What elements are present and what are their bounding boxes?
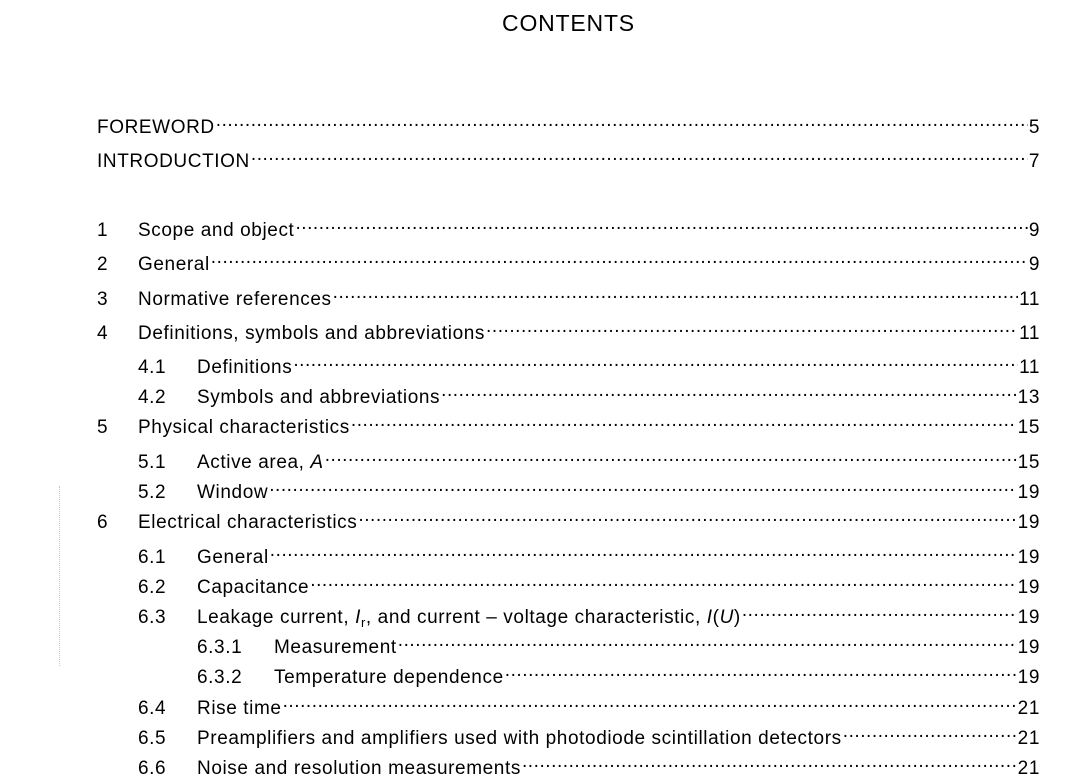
toc-entry-5-1[interactable] (138, 444, 1040, 473)
dot-leader (742, 599, 1017, 623)
toc-entry-5[interactable] (97, 409, 1040, 438)
toc-page-number: 11 (1019, 289, 1040, 310)
toc-label: FOREWORD (97, 117, 215, 138)
toc-entry-6-3-2[interactable] (197, 659, 1040, 688)
toc-section-number: 6.6 (138, 758, 167, 779)
dot-leader (216, 109, 1028, 133)
toc-entry-6-3[interactable] (138, 599, 1040, 630)
toc-entry-3[interactable] (97, 281, 1040, 310)
toc-page-number: 19 (1017, 547, 1040, 568)
toc-page-number: 21 (1017, 728, 1040, 749)
dot-leader (358, 504, 1016, 528)
toc-label: Rise time (197, 698, 282, 719)
toc-label-symbol: A (310, 452, 324, 473)
toc-page-number: 19 (1017, 637, 1040, 658)
toc-section-number: 6.4 (138, 698, 167, 719)
dot-leader (522, 750, 1017, 774)
toc-section-number: 6 (97, 512, 109, 533)
toc-label-text: Leakage current, (197, 607, 356, 628)
toc-section-number: 4.1 (138, 357, 167, 378)
dot-leader (251, 143, 1028, 167)
dot-leader (211, 246, 1028, 270)
toc-entry-4-2[interactable] (138, 379, 1040, 408)
toc-entry-4[interactable] (97, 315, 1040, 344)
toc-label-symbol: I (706, 607, 713, 628)
page-title: CONTENTS (502, 10, 635, 36)
toc-label: General (138, 254, 210, 275)
toc-entry-6-4[interactable] (138, 690, 1040, 719)
toc-label: Temperature dependence (274, 667, 504, 688)
dot-leader (505, 659, 1017, 683)
toc-label-subscript: r (360, 615, 366, 630)
toc-section-number: 5 (97, 417, 109, 438)
toc-entry-1[interactable] (97, 212, 1040, 241)
toc-label (197, 451, 324, 475)
dot-leader (310, 569, 1016, 593)
dot-leader (351, 409, 1017, 433)
toc-entry-6-5[interactable] (138, 720, 1040, 749)
toc-section-number: 6.3 (138, 607, 167, 628)
dot-leader (843, 720, 1017, 744)
toc-label: Capacitance (197, 577, 310, 598)
toc-label-paren: ) (733, 607, 741, 628)
toc-page-number: 7 (1028, 151, 1040, 172)
toc-page-number: 21 (1017, 758, 1040, 779)
toc-label: Definitions, symbols and abbreviations (138, 323, 486, 344)
toc-page-number: 19 (1017, 482, 1040, 503)
toc-page-number: 13 (1017, 387, 1040, 408)
toc-section-number: 6.3.2 (197, 667, 243, 688)
dot-leader (398, 629, 1017, 653)
toc-section-number: 1 (97, 220, 109, 241)
toc-entry-2[interactable] (97, 246, 1040, 275)
toc-label: General (197, 547, 269, 568)
toc-label: Physical characteristics (138, 417, 350, 438)
toc-label-text: Active area, (197, 452, 311, 473)
toc-entry-6-6[interactable] (138, 750, 1040, 779)
toc-page-number: 15 (1017, 452, 1040, 473)
toc-page-number: 19 (1017, 577, 1040, 598)
toc-label-text: , and current – voltage characteristic, (365, 607, 707, 628)
toc-label: INTRODUCTION (97, 151, 250, 172)
toc-page-number: 9 (1028, 254, 1040, 275)
toc-label-paren: ( (712, 607, 720, 628)
toc-section-number: 4.2 (138, 387, 167, 408)
toc-label: Preamplifiers and amplifiers used with photodiode scintillation detectors (197, 728, 842, 749)
toc-section-number: 4 (97, 323, 109, 344)
toc-page-number: 9 (1028, 220, 1040, 241)
dot-leader (283, 690, 1017, 714)
toc-label-symbol: I (355, 607, 361, 628)
toc-entry-6-2[interactable] (138, 569, 1040, 598)
toc-label: Symbols and abbreviations (197, 387, 441, 408)
toc-section-number: 5.2 (138, 482, 167, 503)
dot-leader (293, 349, 1018, 373)
toc-label: Noise and resolution measurements (197, 758, 521, 779)
toc-section-number: 6.5 (138, 728, 167, 749)
dot-leader (269, 474, 1016, 498)
toc-entry-foreword[interactable] (97, 109, 1040, 138)
dot-leader (486, 315, 1018, 339)
toc-page-number: 19 (1017, 667, 1040, 688)
toc-label: Normative references (138, 289, 332, 310)
dot-leader (441, 379, 1017, 403)
toc-section-number: 6.3.1 (197, 637, 243, 658)
toc-section-number: 2 (97, 254, 109, 275)
toc-entry-6-3-1[interactable] (197, 629, 1040, 658)
dot-leader (270, 539, 1017, 563)
toc-section-number: 6.2 (138, 577, 167, 598)
dot-leader (295, 212, 1027, 236)
toc-entry-6[interactable] (97, 504, 1040, 533)
toc-page-number: 21 (1017, 698, 1040, 719)
toc-label: Definitions (197, 357, 293, 378)
toc-section-number: 6.1 (138, 547, 167, 568)
toc-section-number: 3 (97, 289, 109, 310)
toc-label (197, 606, 741, 630)
toc-page-number: 19 (1017, 607, 1040, 628)
toc-page-number: 19 (1017, 512, 1040, 533)
toc-entry-4-1[interactable] (138, 349, 1040, 378)
toc-entry-5-2[interactable] (138, 474, 1040, 503)
dot-leader (325, 444, 1017, 468)
dot-leader (333, 281, 1018, 305)
toc-entry-6-1[interactable] (138, 539, 1040, 568)
toc-label-symbol: U (719, 607, 734, 628)
toc-section-number: 5.1 (138, 452, 167, 473)
toc-page-number: 15 (1017, 417, 1040, 438)
toc-page-number: 5 (1028, 117, 1040, 138)
toc-label: Electrical characteristics (138, 512, 358, 533)
toc-page-number: 11 (1019, 357, 1040, 378)
toc-label: Measurement (274, 637, 397, 658)
toc-entry-introduction[interactable] (97, 143, 1040, 172)
toc-label: Window (197, 482, 269, 503)
toc-label: Scope and object (138, 220, 295, 241)
toc-page-number: 11 (1019, 323, 1040, 344)
